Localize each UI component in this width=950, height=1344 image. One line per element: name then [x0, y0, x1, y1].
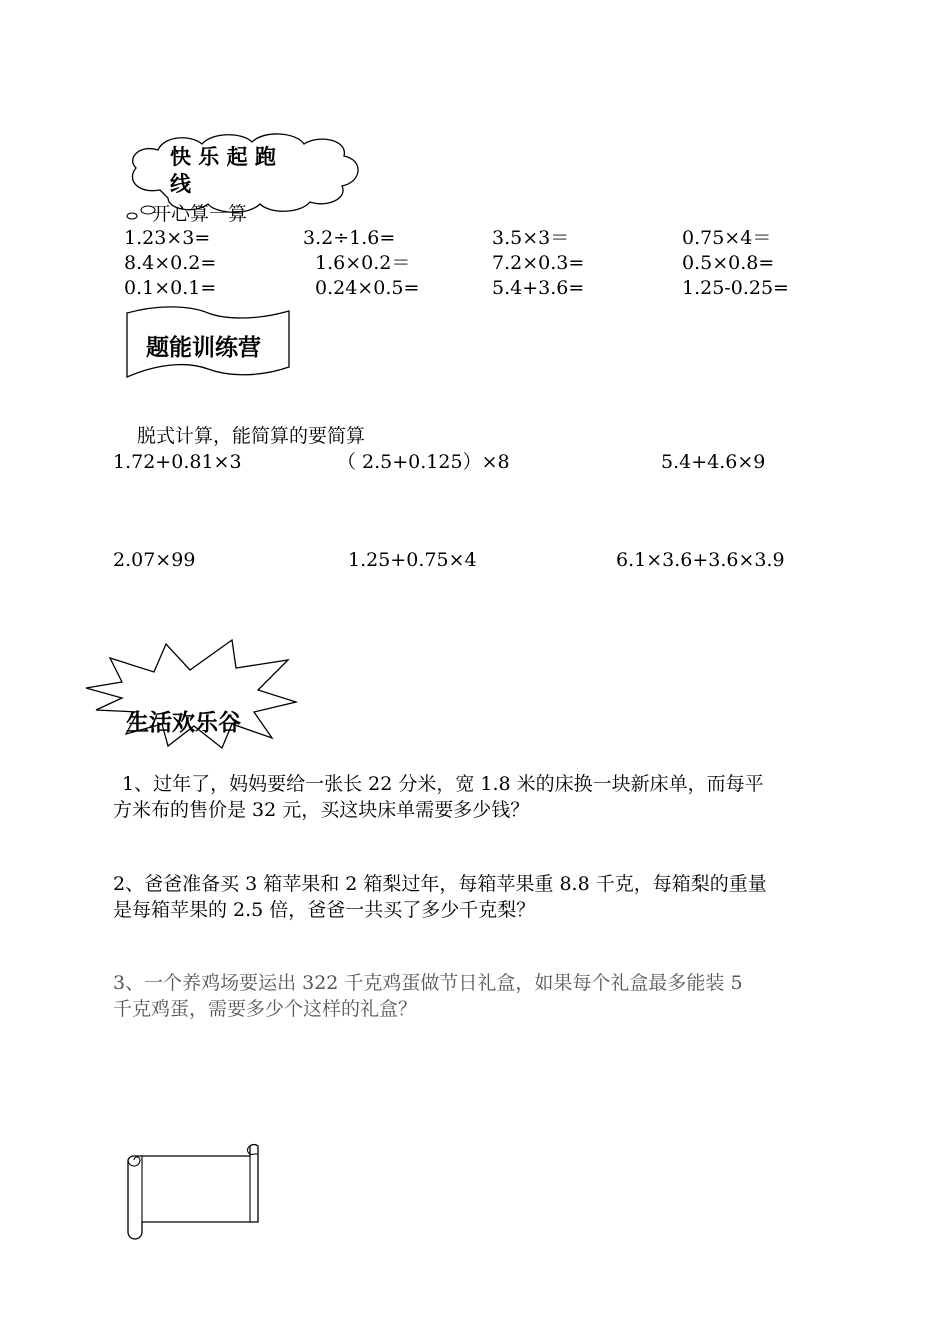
problem-3-line2: 千克鸡蛋，需要多少个这样的礼盒？ [113, 998, 418, 1020]
scroll-shape [122, 1142, 264, 1236]
calc-r2-c4: 0.5×0.8= [682, 252, 775, 274]
problem-1-line1: 1、过年了，妈妈要给一张长 22 分米，宽 1.8 米的床换一块新床单，而每平 [122, 773, 764, 795]
section3-title: 生活欢乐谷 [126, 710, 241, 736]
problem-2-line2: 是每箱苹果的 2.5 倍，爸爸一共买了多少千克梨？ [113, 899, 536, 921]
expr-r2-c2: 1.25+0.75×4 [348, 549, 477, 571]
calc-r1-c3: 3.5×3＝ [492, 227, 570, 249]
calc-r1-c2: 3.2÷1.6= [303, 227, 396, 249]
expr-r2-c1: 2.07×99 [113, 549, 196, 571]
problem-2-line1: 2、爸爸准备买 3 箱苹果和 2 箱梨过年，每箱苹果重 8.8 千克，每箱梨的重量 [113, 873, 767, 895]
section2-title: 题能训练营 [146, 335, 261, 361]
problem-3 [113, 970, 743, 1022]
section1-title-line1: 快 乐 起 跑 [170, 145, 276, 169]
expr-r2-c3: 6.1×3.6+3.6×3.9 [616, 549, 785, 571]
calc-r1-c4: 0.75×4＝ [682, 227, 772, 249]
expr-r1-c3: 5.4+4.6×9 [661, 451, 766, 473]
calc-r1-c1: 1.23×3= [124, 227, 211, 249]
expr-r1-c2: （ 2.5+0.125）×8 [337, 451, 510, 473]
section1-instruction: 开心算一算 [152, 203, 248, 225]
calc-r2-c3: 7.2×0.3= [492, 252, 585, 274]
problem-1-line2: 方米布的售价是 32 元，买这块床单需要多少钱？ [113, 799, 530, 821]
expr-r1-c1: 1.72+0.81×3 [113, 451, 242, 473]
calc-r3-c4: 1.25-0.25= [682, 277, 789, 299]
problem-2 [113, 871, 767, 923]
calc-r2-c1: 8.4×0.2= [124, 252, 217, 274]
calc-r2-c2: 1.6×0.2＝ [315, 252, 411, 274]
calc-r3-c3: 5.4+3.6= [492, 277, 585, 299]
section2-instruction: 脱式计算，能简算的要简算 [137, 425, 366, 447]
problem-1 [113, 771, 764, 823]
calc-r3-c2: 0.24×0.5= [315, 277, 420, 299]
problem-3-line1: 3、一个养鸡场要运出 322 千克鸡蛋做节日礼盒，如果每个礼盒最多能装 5 [113, 972, 743, 994]
section1-title-line2: 线 [170, 172, 191, 196]
section1-title [170, 144, 276, 198]
calc-r3-c1: 0.1×0.1= [124, 277, 217, 299]
